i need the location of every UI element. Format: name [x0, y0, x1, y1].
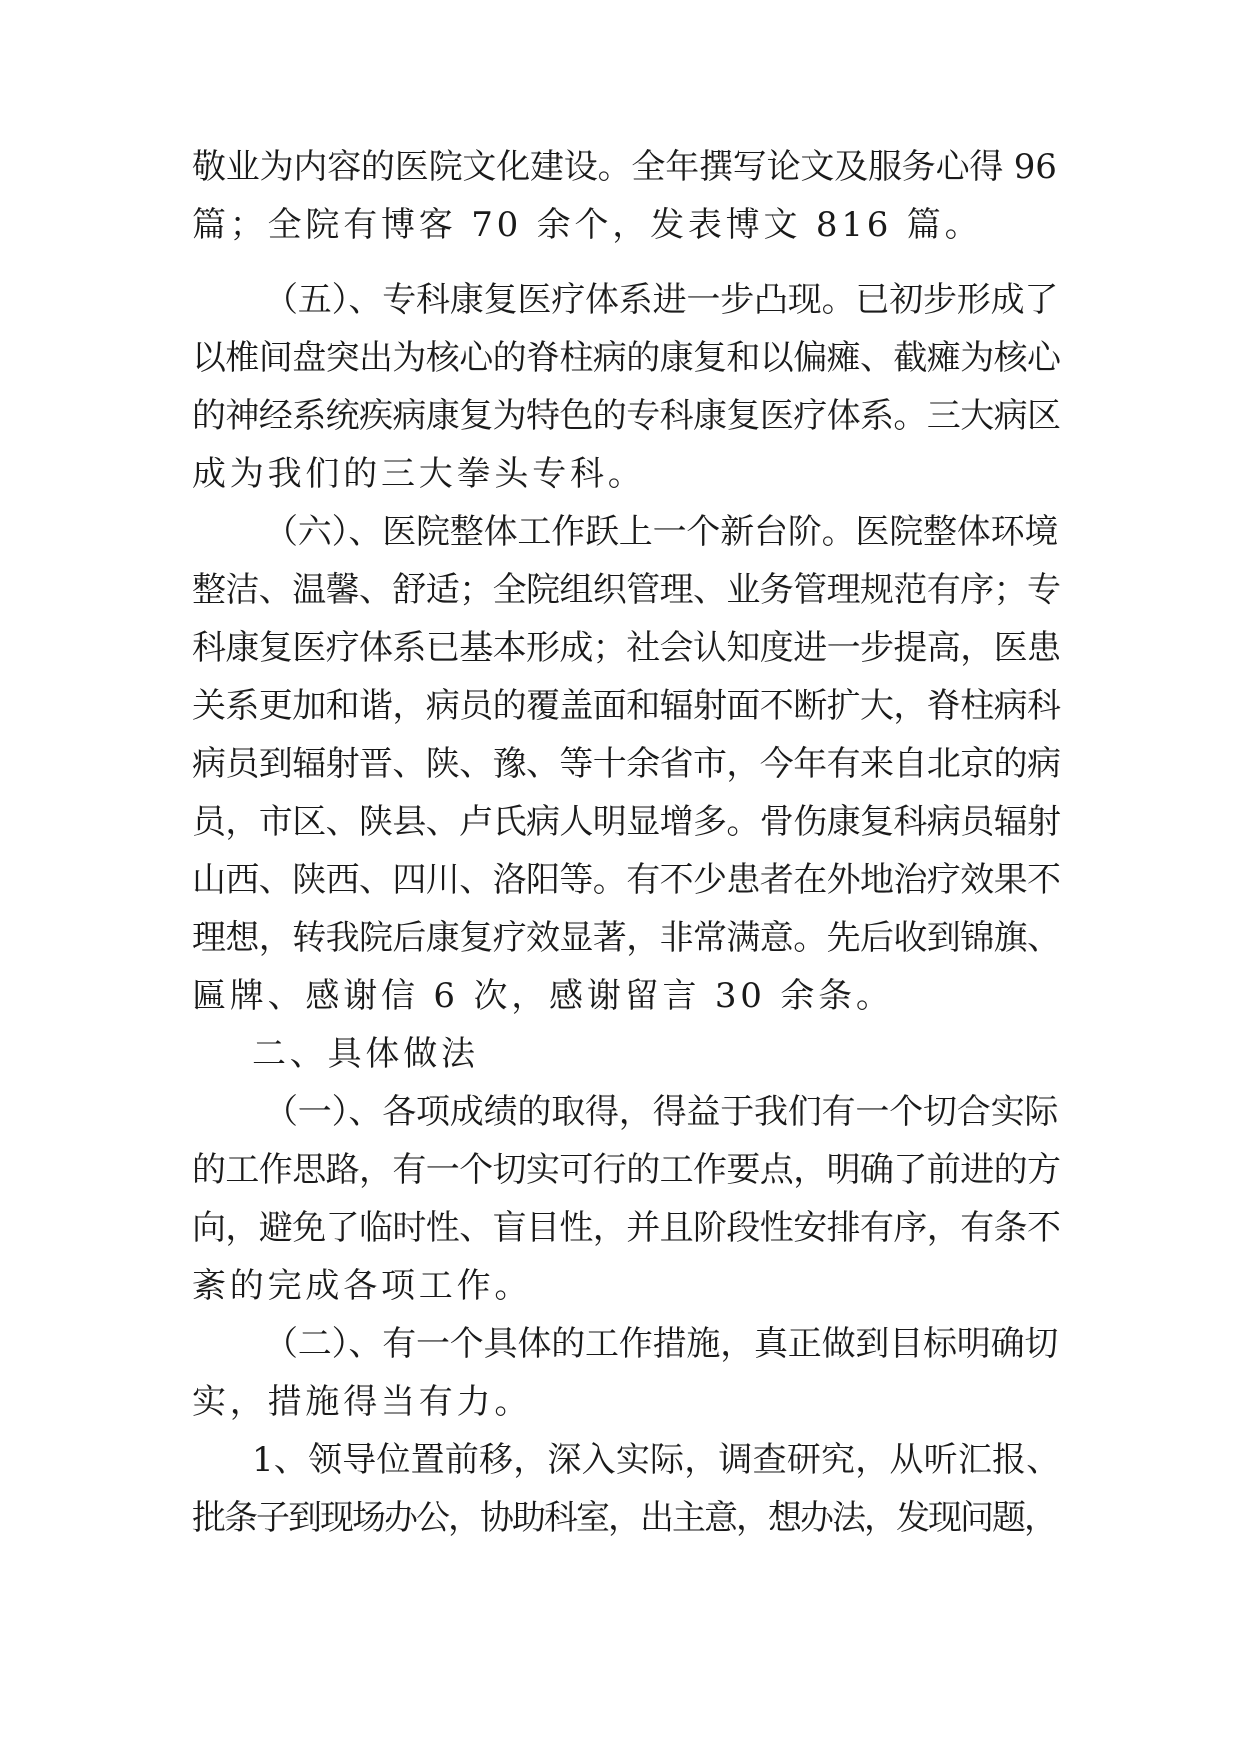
text-line-2: 篇；全院有博客 70 余个，发表博文 816 篇。: [192, 205, 983, 245]
text-line-15: 匾牌、感谢信 6 次，感谢留言 30 余条。: [192, 976, 894, 1016]
text-line-6: 成为我们的三大拳头专科。: [192, 454, 646, 494]
text-line-18: 的工作思路，有一个切实可行的工作要点，明确了前进的方: [192, 1150, 1061, 1190]
text-line-14: 理想，转我院后康复疗效显著，非常满意。先后收到锦旗、: [192, 918, 1061, 958]
text-line-11: 病员到辐射晋、陕、豫、等十余省市，今年有来自北京的病: [192, 744, 1061, 784]
text-line-12: 员，市区、陕县、卢氏病人明显增多。骨伤康复科病员辐射: [192, 802, 1061, 842]
text-line-10: 关系更加和谐，病员的覆盖面和辐射面不断扩大，脊柱病科: [192, 686, 1061, 726]
text-line-7: （六）、医院整体工作跃上一个新台阶。医院整体环境: [264, 512, 1059, 552]
text-line-24: 批条子到现场办公，协助科室，出主意，想办法，发现问题，: [192, 1498, 1056, 1538]
text-line-8: 整洁、温馨、舒适；全院组织管理、业务管理规范有序；专: [192, 570, 1061, 610]
text-line-9: 科康复医疗体系已基本形成；社会认知度进一步提高，医患: [192, 628, 1061, 668]
text-line-23: 1、领导位置前移，深入实际，调查研究，从听汇报、: [252, 1440, 1061, 1480]
text-line-13: 山西、陕西、四川、洛阳等。有不少患者在外地治疗效果不: [192, 860, 1061, 900]
text-line-19: 向，避免了临时性、盲目性，并且阶段性安排有序，有条不: [192, 1208, 1061, 1248]
text-line-20: 紊的完成各项工作。: [192, 1266, 533, 1306]
text-line-22: 实，措施得当有力。: [192, 1382, 533, 1422]
text-line-5: 的神经系统疾病康复为特色的专科康复医疗体系。三大病区: [192, 396, 1061, 436]
text-line-4: 以椎间盘突出为核心的脊柱病的康复和以偏瘫、截瘫为核心: [192, 338, 1061, 378]
text-line-1: 敬业为内容的医院文化建设。全年撰写论文及服务心得 96: [192, 147, 1057, 187]
text-line-3: （五）、专科康复医疗体系进一步凸现。已初步形成了: [264, 280, 1059, 320]
text-line-17: （一）、各项成绩的取得，得益于我们有一个切合实际: [264, 1092, 1059, 1132]
text-line-21: （二）、有一个具体的工作措施，真正做到目标明确切: [264, 1324, 1059, 1364]
section-heading: 二、具体做法: [252, 1034, 479, 1074]
